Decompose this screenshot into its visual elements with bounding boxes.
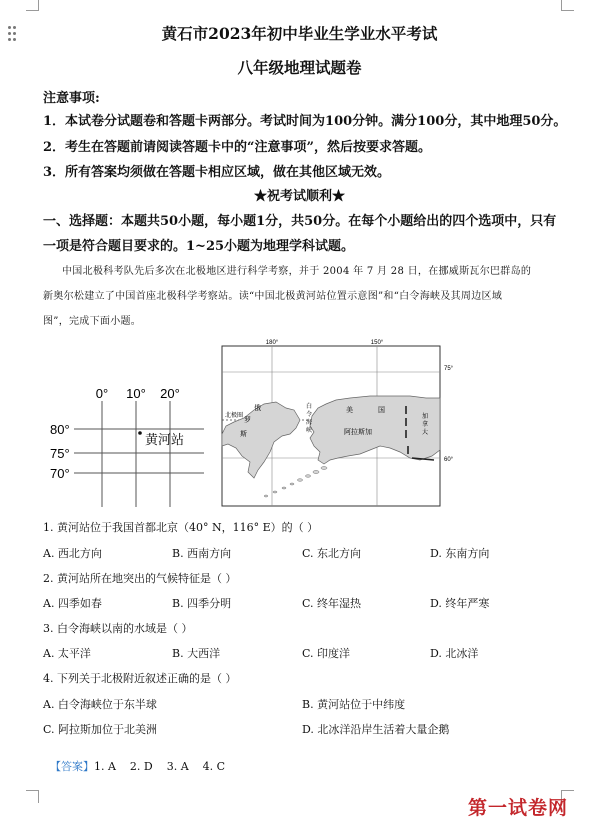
huanghe-station-label: 黄河站: [145, 433, 185, 448]
exam-title: 黄石市2023年初中毕业生学业水平考试: [161, 24, 438, 43]
question-3-option-b[interactable]: B. 大西洋: [172, 647, 221, 660]
question-4-stem: 4. 下列关于北极附近叙述正确的是（ ）: [43, 672, 237, 685]
corner-mark-bottom-left: [26, 790, 39, 803]
label-canada-1: 加: [422, 413, 429, 420]
question-4-option-b[interactable]: B. 黄河站位于中纬度: [302, 698, 406, 711]
label-russia-2: 罗: [244, 416, 251, 424]
notice-item-2: 2．考生在答题前请阅读答题卡中的“注意事项”，然后按要求答题。: [43, 140, 432, 155]
question-1-stem: 1. 黄河站位于我国首都北京（40° N，116° E）的（ ）: [43, 521, 319, 534]
bering-strait-map: [220, 338, 460, 513]
notice-item-3: 3．所有答案均须做在答题卡相应区域，做在其他区域无效。: [43, 165, 391, 180]
arctic-circle-label: 北极圈: [225, 412, 244, 419]
corner-mark-top-left: [26, 0, 39, 11]
intro-line-3: 图”，完成下面小题。: [43, 316, 142, 327]
question-2-option-b[interactable]: B. 四季分明: [172, 597, 232, 610]
label-usa-2: 国: [378, 406, 385, 414]
question-3-option-c[interactable]: C. 印度洋: [302, 647, 351, 660]
lon-label-10: 10°: [126, 386, 146, 401]
label-bering-1: 白: [306, 403, 313, 410]
lon-label-0: 0°: [95, 386, 109, 401]
question-3-stem: 3. 白令海峡以南的水域是（ ）: [43, 622, 193, 635]
question-1-option-c[interactable]: C. 东北方向: [302, 547, 362, 560]
question-3-option-a[interactable]: A. 太平洋: [43, 647, 91, 660]
map-label-180: 180°: [265, 340, 279, 346]
lat-label-80: 80°: [50, 422, 70, 437]
lon-label-20: 20°: [160, 386, 180, 401]
label-canada-2: 拿: [422, 421, 429, 428]
answer-tag: 【答案】: [50, 760, 94, 773]
question-1-option-d[interactable]: D. 东南方向: [430, 547, 490, 560]
map-label-150: 150°: [370, 340, 384, 346]
corner-mark-top-right: [561, 0, 574, 11]
section-one-line-2: 一项是符合题目要求的。1~25小题为地理学科试题。: [43, 239, 355, 254]
label-usa-1: 美: [346, 406, 353, 414]
huanghe-station-dot: [138, 431, 142, 435]
question-1-option-b[interactable]: B. 西南方向: [172, 547, 232, 560]
question-2-option-d[interactable]: D. 终年严寒: [430, 597, 490, 610]
intro-line-2: 新奥尔松建立了中国首座北极科学考察站。读“中国北极黄河站位置示意图”和“白令海峡及其周边区域: [43, 291, 503, 302]
good-luck-line: ★祝考试顺利★: [253, 189, 345, 204]
label-russia-3: 斯: [240, 430, 247, 438]
question-2-stem: 2. 黄河站所在地突出的气候特征是（ ）: [43, 572, 237, 585]
exam-subtitle: 八年级地理试题卷: [237, 58, 362, 77]
huanghe-station-grid-figure: [44, 383, 219, 511]
label-canada-3: 大: [422, 429, 429, 436]
map-label-60: 60°: [444, 457, 454, 463]
question-4-option-d[interactable]: D. 北冰洋沿岸生活着大量企鹅: [302, 723, 450, 736]
question-4-option-a[interactable]: A. 白令海峡位于东半球: [43, 698, 157, 711]
notice-heading: 注意事项:: [43, 91, 100, 106]
lat-label-75: 75°: [50, 446, 70, 461]
label-russia-1: 俄: [254, 404, 261, 412]
site-watermark-logo: 第一试卷网: [468, 797, 569, 819]
question-2-option-c[interactable]: C. 终年湿热: [302, 597, 362, 610]
lat-label-70: 70°: [50, 466, 70, 481]
label-bering-3: 海: [306, 419, 313, 426]
label-bering-4: 峡: [306, 427, 313, 434]
question-3-option-d[interactable]: D. 北冰洋: [430, 647, 479, 660]
question-4-option-c[interactable]: C. 阿拉斯加位于北美洲: [43, 723, 158, 736]
question-1-option-a[interactable]: A. 西北方向: [43, 547, 102, 560]
map-label-75: 75°: [444, 366, 454, 372]
label-bering-2: 令: [306, 411, 313, 418]
section-one-line-1: 一、选择题：本题共50小题，每小题1分，共50分。在每个小题给出的四个选项中，只有: [43, 214, 557, 229]
answer-line: [43, 745, 225, 774]
intro-line-1: 中国北极科考队先后多次在北极地区进行科学考察，并于 2004 年 7 月 28 日，在挪威斯瓦尔巴群岛的: [62, 266, 532, 277]
answer-text: 1. A 2. D 3. A 4. C: [94, 760, 226, 773]
label-alaska: 阿拉斯加: [344, 428, 372, 436]
notice-item-1: 1．本试卷分试题卷和答题卡两部分。考试时间为100分钟。满分100分，其中地理50分。: [43, 114, 567, 129]
question-2-option-a[interactable]: A. 四季如春: [43, 597, 102, 610]
